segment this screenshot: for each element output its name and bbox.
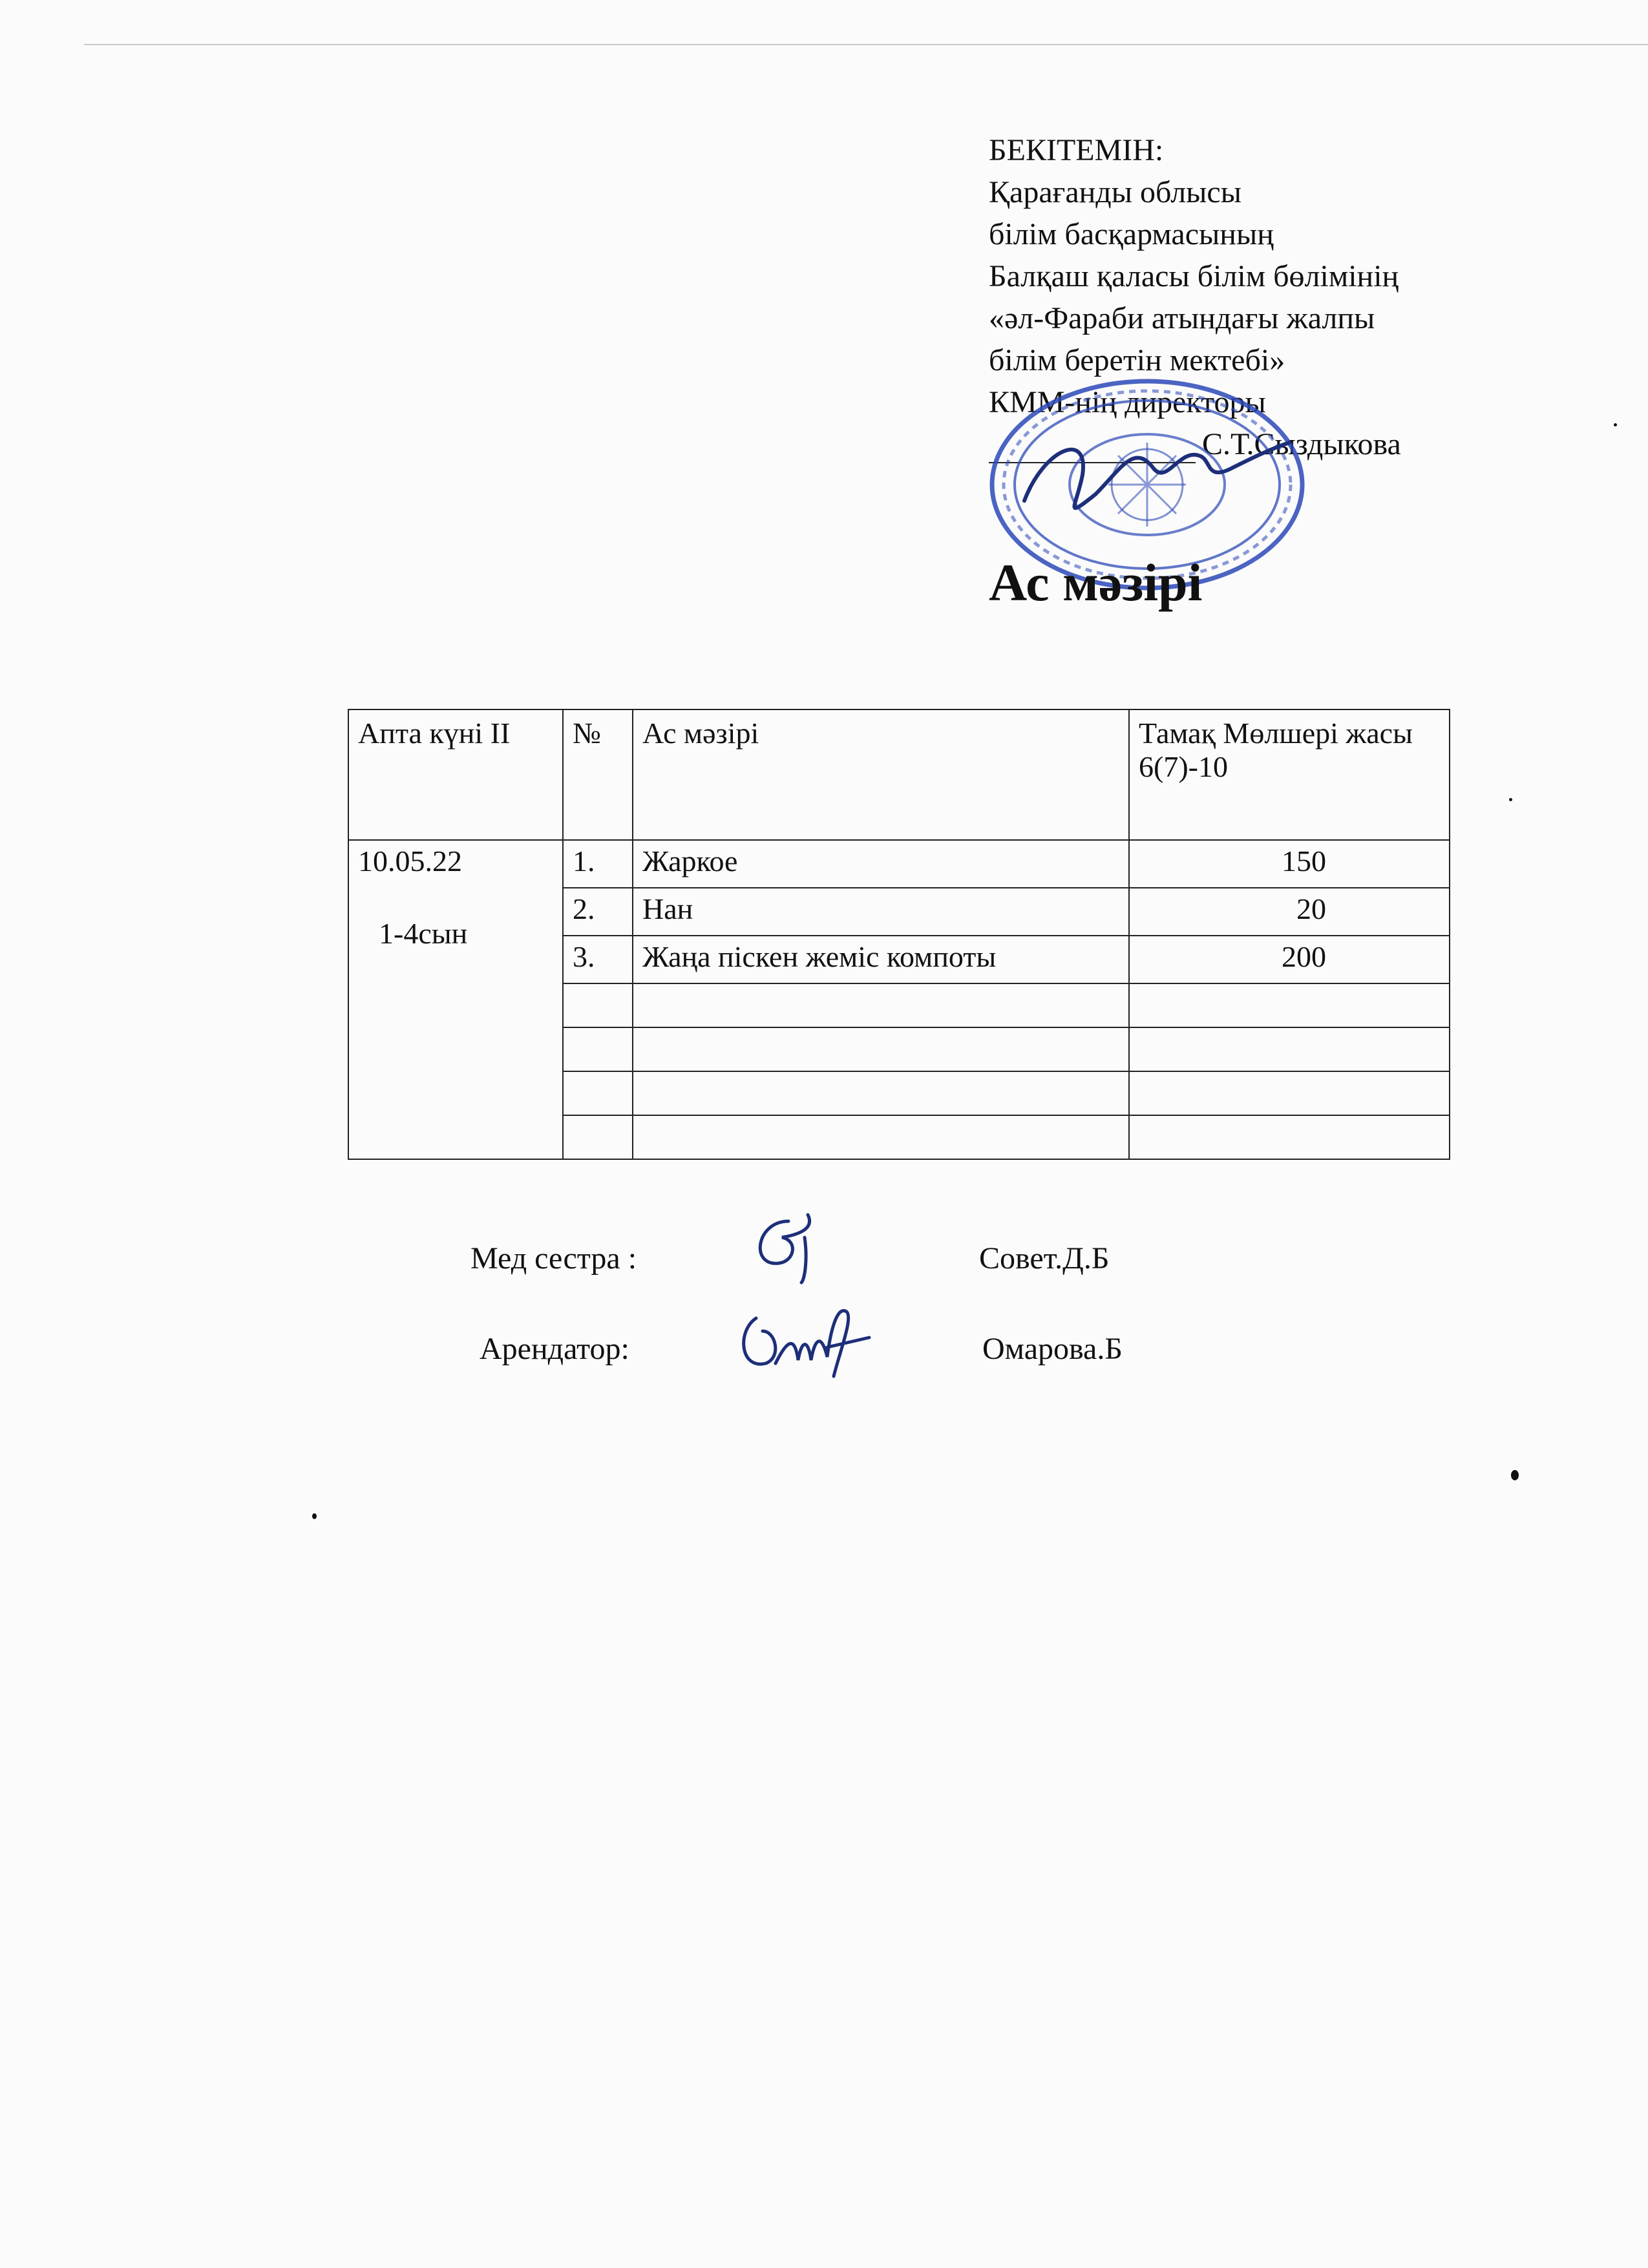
row-portion — [1129, 1115, 1450, 1159]
approval-line: КММ-нің директоры — [989, 385, 1266, 419]
scan-speck — [1614, 423, 1617, 426]
row-dish — [633, 1071, 1129, 1115]
menu-table — [348, 709, 1450, 1160]
row-number — [563, 983, 633, 1027]
day-cell — [348, 840, 563, 1159]
row-portion — [1129, 1027, 1450, 1071]
row-number: 3. — [563, 936, 633, 983]
scan-speck — [1509, 798, 1512, 801]
header-portion: Тамақ Мөлшері жасы 6(7)-10 — [1129, 709, 1450, 840]
row-dish — [633, 983, 1129, 1027]
approval-line: «әл-Фараби атындағы жалпы — [989, 301, 1375, 335]
day-grade: 1-4сын — [379, 917, 468, 950]
approval-line: БЕКІТЕМІН: — [989, 133, 1164, 167]
row-portion — [1129, 1071, 1450, 1115]
nurse-signature — [743, 1202, 834, 1286]
tenant-name: Омарова.Б — [982, 1332, 1123, 1366]
table-header-row — [348, 709, 1450, 840]
scan-speck — [312, 1513, 317, 1519]
tenant-label: Арендатор: — [480, 1332, 629, 1366]
row-dish: Жаркое — [633, 840, 1129, 888]
row-portion — [1129, 983, 1450, 1027]
row-portion: 20 — [1129, 888, 1450, 936]
approval-line: Балқаш қаласы білім бөлімінің — [989, 259, 1399, 293]
row-number: 1. — [563, 840, 633, 888]
row-dish: Жаңа піскен жеміс компоты — [633, 936, 1129, 983]
tenant-signature-row — [0, 1331, 1648, 1383]
table-row — [348, 840, 1450, 888]
row-dish — [633, 1115, 1129, 1159]
row-dish — [633, 1027, 1129, 1071]
header-dish: Ас мәзірі — [633, 709, 1129, 840]
nurse-name: Совет.Д.Б — [979, 1241, 1110, 1276]
scan-page-edge — [84, 44, 1648, 45]
nurse-label: Мед сестра : — [470, 1241, 637, 1276]
tenant-signature — [730, 1292, 879, 1383]
row-dish: Нан — [633, 888, 1129, 936]
scan-speck — [1511, 1470, 1519, 1480]
row-number — [563, 1071, 633, 1115]
row-number — [563, 1027, 633, 1071]
row-number — [563, 1115, 633, 1159]
approval-line: білім басқармасының — [989, 217, 1274, 251]
day-date: 10.05.22 — [358, 845, 462, 877]
approval-line: білім беретін мектебі» — [989, 343, 1285, 377]
row-number: 2. — [563, 888, 633, 936]
row-portion: 150 — [1129, 840, 1450, 888]
header-number: № — [563, 709, 633, 840]
header-day: Апта күні II — [348, 709, 563, 840]
row-portion: 200 — [1129, 936, 1450, 983]
nurse-signature-row — [0, 1241, 1648, 1292]
approval-line: Қарағанды облысы — [989, 175, 1241, 209]
director-name: С.Т.Сыздыкова — [1202, 427, 1401, 461]
page-title: Ас мәзірі — [989, 553, 1203, 612]
